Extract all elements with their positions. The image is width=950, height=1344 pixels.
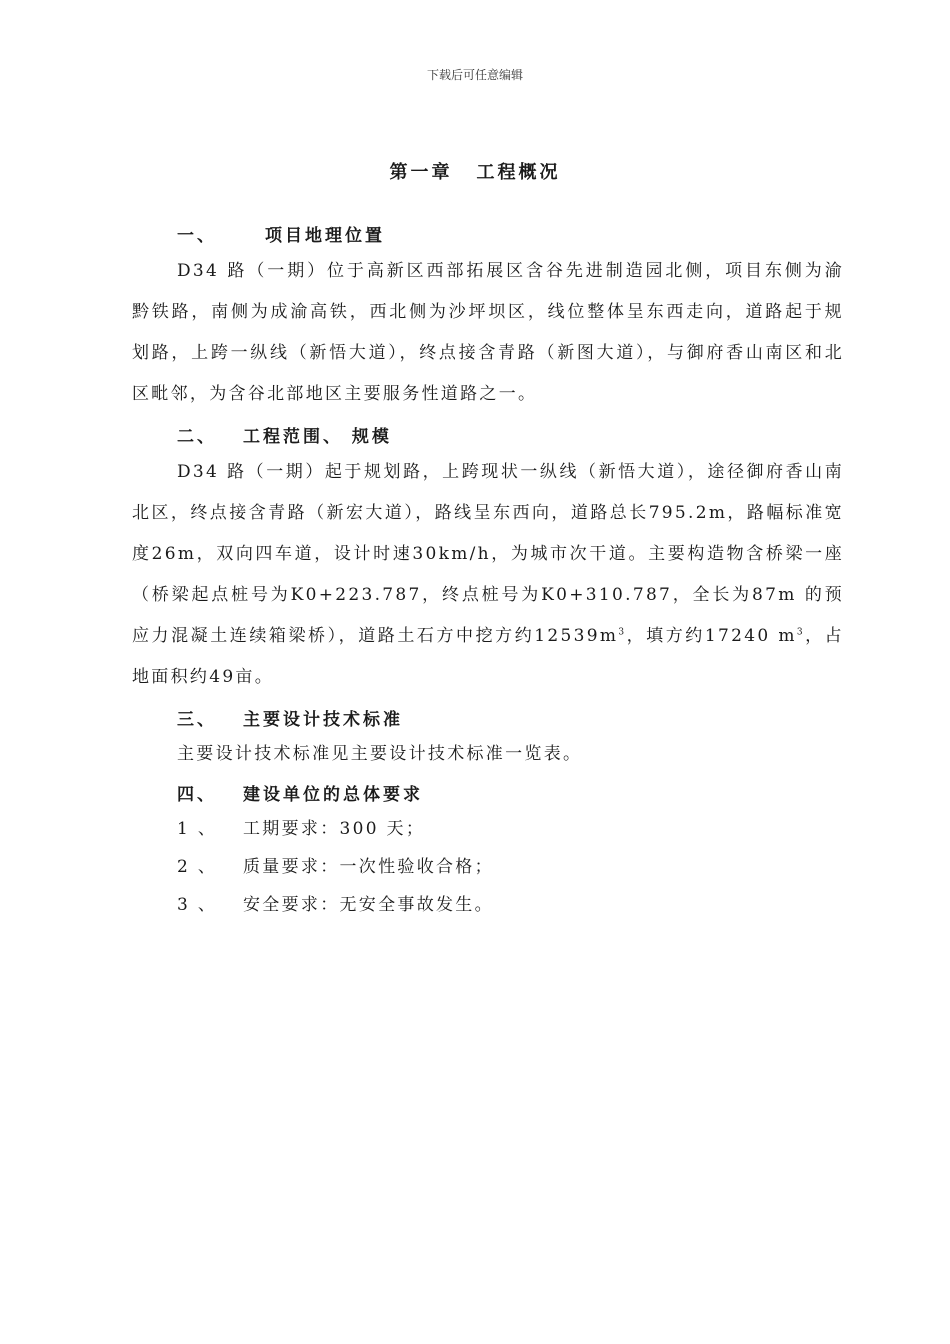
chapter-number: 第一章 [389, 162, 453, 183]
section-number: 一、 [177, 226, 217, 246]
chapter-title [0, 158, 950, 184]
list-item-text: 工期要求：300 天； [243, 819, 426, 839]
document-body [132, 214, 844, 924]
section-heading-4 [132, 780, 844, 810]
list-item-text: 安全要求：无安全事故发生。 [243, 895, 494, 915]
section-paragraph-1 [132, 251, 844, 415]
paragraph-text: ，占地面积约49亩。 [132, 626, 844, 687]
list-item [132, 886, 844, 924]
section-title: 项目地理位置 [265, 226, 385, 246]
section-number: 三、 [177, 710, 217, 730]
section-number: 四、 [177, 785, 217, 805]
list-item-number: 1 、 [177, 819, 218, 839]
section-heading-2 [132, 422, 844, 452]
section-title: 工程范围、 规模 [243, 427, 392, 447]
section-number: 二、 [177, 427, 217, 447]
list-item-text: 质量要求：一次性验收合格； [243, 857, 494, 877]
section-title: 建设单位的总体要求 [243, 785, 423, 805]
list-item [132, 810, 844, 848]
list-item-number: 2 、 [177, 857, 218, 877]
section-heading-3 [132, 705, 844, 735]
section-title: 主要设计技术标准 [243, 710, 403, 730]
superscript: 3 [618, 627, 627, 638]
paragraph-text: D34 路（一期）位于高新区西部拓展区含谷先进制造园北侧，项目东侧为渝黔铁路，南侧为成渝高铁，西北侧为沙坪坝区，线位整体呈东西走向，道路起于规划路，上跨一纵线（新悟大道），终点接含青路（新图大道），与御府香山南区和北区毗邻，为含谷北部地区主要服务性道路之一。 [132, 261, 844, 404]
paragraph-text: ，填方约17240 m [626, 626, 797, 646]
list-item [132, 848, 844, 886]
section-paragraph-2 [132, 452, 844, 698]
chapter-name: 工程概况 [476, 162, 561, 183]
section-paragraph-3: 主要设计技术标准见主要设计技术标准一览表。 [177, 744, 583, 764]
superscript: 3 [796, 627, 805, 638]
paragraph-text: D34 路（一期）起于规划路，上跨现状一纵线（新悟大道），途径御府香山南北区，终点接含青路（新宏大道），路线呈东西向，道路总长795.2m，路幅标准宽度26m，双向四车道，设计时速30km/h，为城市次干道。主要构造物含桥梁一座（桥梁起点桩号为K0+223.787，终点桩号为K0+310.787，全长为87m 的预应力混凝土连续箱梁桥），道路土石方中挖方约12539m [132, 462, 844, 646]
section-heading-1 [132, 221, 844, 251]
page-header: 下载后可任意编辑 [426, 68, 523, 82]
list-item-number: 3 、 [177, 895, 218, 915]
